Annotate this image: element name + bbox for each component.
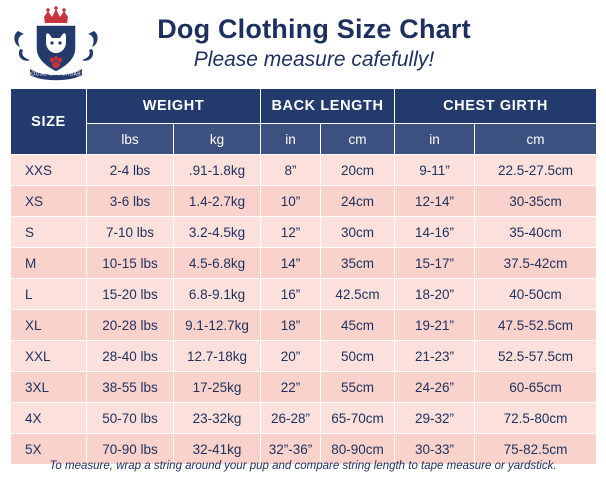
size-cell: S [11, 217, 87, 248]
value-cell: 15-20 lbs [87, 279, 174, 310]
value-cell: 9.1-12.7kg [174, 310, 261, 341]
table-row [11, 186, 597, 217]
value-cell: 26-28” [261, 403, 321, 434]
brand-logo [10, 5, 102, 83]
value-cell: 35-40cm [475, 217, 597, 248]
value-cell: 12.7-18kg [174, 341, 261, 372]
value-cell: 35cm [321, 248, 395, 279]
value-cell: 15-17” [395, 248, 475, 279]
value-cell: 24-26” [395, 372, 475, 403]
value-cell: 72.5-80cm [475, 403, 597, 434]
value-cell: 80-90cm [321, 434, 395, 465]
table-row [11, 310, 597, 341]
table-sub-header-row [11, 124, 597, 155]
value-cell: 32-41kg [174, 434, 261, 465]
value-cell: 28-40 lbs [87, 341, 174, 372]
value-cell: 20-28 lbs [87, 310, 174, 341]
size-cell: XL [11, 310, 87, 341]
table-row [11, 403, 597, 434]
size-cell: 3XL [11, 372, 87, 403]
table-body [11, 155, 597, 465]
subcol-weight-lbs: lbs [87, 124, 174, 155]
value-cell: 30-35cm [475, 186, 597, 217]
value-cell: 30cm [321, 217, 395, 248]
size-cell: 5X [11, 434, 87, 465]
value-cell: 14-16” [395, 217, 475, 248]
col-header-chest-girth: CHEST GIRTH [395, 89, 597, 124]
col-header-back-length: BACK LENGTH [261, 89, 395, 124]
value-cell: 14” [261, 248, 321, 279]
subcol-chest-in: in [395, 124, 475, 155]
size-chart-table [10, 88, 597, 465]
col-header-weight: WEIGHT [87, 89, 261, 124]
page-header [0, 0, 606, 88]
svg-text:HOUSE OF FURBABY: HOUSE OF FURBABY [27, 71, 85, 78]
size-cell: XS [11, 186, 87, 217]
value-cell: 30-33” [395, 434, 475, 465]
value-cell: 6.8-9.1kg [174, 279, 261, 310]
value-cell: 4.5-6.8kg [174, 248, 261, 279]
size-cell: 4X [11, 403, 87, 434]
value-cell: 16” [261, 279, 321, 310]
value-cell: 21-23” [395, 341, 475, 372]
value-cell: 22.5-27.5cm [475, 155, 597, 186]
value-cell: 10-15 lbs [87, 248, 174, 279]
table-row [11, 155, 597, 186]
value-cell: 60-65cm [475, 372, 597, 403]
table-row [11, 341, 597, 372]
size-cell: M [11, 248, 87, 279]
value-cell: 10” [261, 186, 321, 217]
size-cell: XXL [11, 341, 87, 372]
value-cell: 18-20” [395, 279, 475, 310]
col-header-size: SIZE [11, 89, 87, 155]
value-cell: 8” [261, 155, 321, 186]
page-title: Dog Clothing Size Chart [157, 14, 471, 45]
header-titles [102, 15, 596, 73]
size-cell: XXS [11, 155, 87, 186]
value-cell: 12-14” [395, 186, 475, 217]
value-cell: 20cm [321, 155, 395, 186]
value-cell: 24cm [321, 186, 395, 217]
value-cell: 18” [261, 310, 321, 341]
value-cell: 42.5cm [321, 279, 395, 310]
value-cell: 3.2-4.5kg [174, 217, 261, 248]
value-cell: 55cm [321, 372, 395, 403]
page-subtitle: Please measure cafefully! [193, 47, 435, 71]
value-cell: 37.5-42cm [475, 248, 597, 279]
value-cell: 32”-36” [261, 434, 321, 465]
value-cell: 19-21” [395, 310, 475, 341]
value-cell: 12” [261, 217, 321, 248]
value-cell: 47.5-52.5cm [475, 310, 597, 341]
value-cell: 75-82.5cm [475, 434, 597, 465]
table-row [11, 217, 597, 248]
table-row [11, 248, 597, 279]
value-cell: 17-25kg [174, 372, 261, 403]
size-cell: L [11, 279, 87, 310]
value-cell: 45cm [321, 310, 395, 341]
value-cell: 7-10 lbs [87, 217, 174, 248]
subcol-chest-cm: cm [475, 124, 597, 155]
value-cell: 40-50cm [475, 279, 597, 310]
table-row [11, 279, 597, 310]
value-cell: 50-70 lbs [87, 403, 174, 434]
value-cell: 9-11” [395, 155, 475, 186]
value-cell: 1.4-2.7kg [174, 186, 261, 217]
value-cell: 3-6 lbs [87, 186, 174, 217]
value-cell: 20” [261, 341, 321, 372]
table-row [11, 372, 597, 403]
value-cell: 23-32kg [174, 403, 261, 434]
measure-note: To measure, wrap a string around your pup and compare string length to tape measure or yardstick. [49, 460, 557, 472]
value-cell: 52.5-57.5cm [475, 341, 597, 372]
value-cell: 65-70cm [321, 403, 395, 434]
subcol-back-cm: cm [321, 124, 395, 155]
value-cell: 22” [261, 372, 321, 403]
subcol-back-in: in [261, 124, 321, 155]
table-group-header-row [11, 89, 597, 124]
subcol-weight-kg: kg [174, 124, 261, 155]
value-cell: .91-1.8kg [174, 155, 261, 186]
value-cell: 70-90 lbs [87, 434, 174, 465]
value-cell: 50cm [321, 341, 395, 372]
value-cell: 29-32” [395, 403, 475, 434]
value-cell: 2-4 lbs [87, 155, 174, 186]
value-cell: 38-55 lbs [87, 372, 174, 403]
